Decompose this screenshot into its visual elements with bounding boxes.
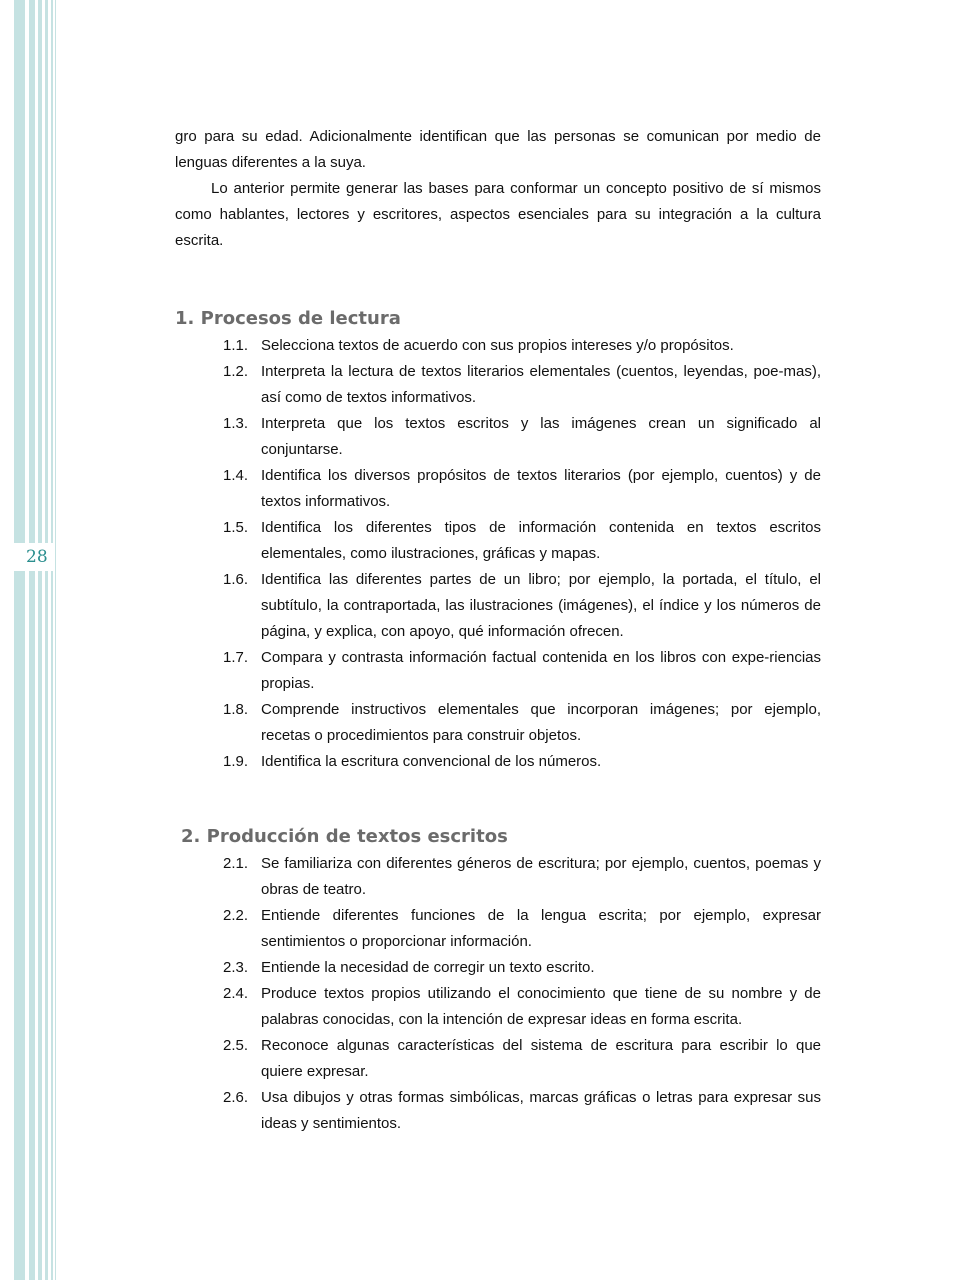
- decorative-stripes: [0, 0, 60, 1280]
- item-number: 2.5.: [223, 1037, 249, 1054]
- list-item: [175, 463, 821, 515]
- item-text: Compara y contrasta información factual contenida en los libros con expe-riencias propias.: [261, 649, 821, 692]
- list-item: [175, 567, 821, 645]
- item-number: 2.6.: [223, 1089, 249, 1106]
- item-number: 1.8.: [223, 701, 249, 718]
- item-text: Selecciona textos de acuerdo con sus propios intereses y/o propósitos.: [261, 337, 734, 354]
- list-item: [175, 645, 821, 697]
- section-title-produccion-textos: 2. Producción de textos escritos: [181, 826, 508, 847]
- section-title-procesos-lectura: 1. Procesos de lectura: [175, 308, 401, 329]
- item-text: Entiende diferentes funciones de la lengua escrita; por ejemplo, expresar sentimientos o proporcionar información.: [261, 907, 821, 950]
- list-item: [175, 1033, 821, 1085]
- item-text: Identifica las diferentes partes de un libro; por ejemplo, la portada, el título, el subtítulo, la contraportada, las ilustraciones (imágenes), el índice y los números de página, y explica, con apoyo, qué información ofrecen.: [261, 571, 821, 640]
- item-text: Interpreta la lectura de textos literarios elementales (cuentos, leyendas, poe-mas), así como de textos informativos.: [261, 363, 821, 406]
- page-content: [175, 124, 821, 1137]
- list-item: [175, 749, 821, 775]
- item-text: Reconoce algunas características del sistema de escritura para escribir lo que quiere expresar.: [261, 1037, 821, 1080]
- item-text: Identifica la escritura convencional de los números.: [261, 753, 602, 770]
- item-number: 2.2.: [223, 907, 249, 924]
- item-number: 1.6.: [223, 571, 249, 588]
- item-number: 1.1.: [223, 337, 249, 354]
- list-item: [175, 333, 821, 359]
- list-item: [175, 411, 821, 463]
- page-number: 28: [14, 543, 54, 571]
- item-text: Usa dibujos y otras formas simbólicas, marcas gráficas o letras para expresar sus ideas y sentimientos.: [261, 1089, 821, 1132]
- item-number: 1.9.: [223, 753, 249, 770]
- item-number: 1.2.: [223, 363, 249, 380]
- item-number: 2.4.: [223, 985, 249, 1002]
- intro-paragraph-1: gro para su edad. Adicionalmente identifican que las personas se comunican por medio de lenguas diferentes a la suya.: [175, 128, 821, 171]
- item-text: Se familiariza con diferentes géneros de escritura; por ejemplo, cuentos, poemas y obras de teatro.: [261, 855, 821, 898]
- item-number: 1.7.: [223, 649, 249, 666]
- item-text: Identifica los diferentes tipos de información contenida en textos escritos elementales, como ilustraciones, gráficas y mapas.: [261, 519, 821, 562]
- list-item: [175, 903, 821, 955]
- item-text: Entiende la necesidad de corregir un texto escrito.: [261, 959, 595, 976]
- list-item: [175, 981, 821, 1033]
- item-text: Interpreta que los textos escritos y las imágenes crean un significado al conjuntarse.: [261, 415, 821, 458]
- list-item: [175, 515, 821, 567]
- item-number: 1.5.: [223, 519, 249, 536]
- section2-list: [175, 851, 821, 1137]
- list-item: [175, 1085, 821, 1137]
- list-item: [175, 359, 821, 411]
- list-item: [175, 697, 821, 749]
- list-item: [175, 955, 821, 981]
- section1-list: [175, 333, 821, 775]
- list-item: [175, 851, 821, 903]
- item-number: 1.4.: [223, 467, 249, 484]
- item-number: 1.3.: [223, 415, 249, 432]
- item-number: 2.3.: [223, 959, 249, 976]
- item-number: 2.1.: [223, 855, 249, 872]
- item-text: Comprende instructivos elementales que incorporan imágenes; por ejemplo, recetas o procedimientos para construir objetos.: [261, 701, 821, 744]
- item-text: Produce textos propios utilizando el conocimiento que tiene de su nombre y de palabras conocidas, con la intención de expresar ideas en forma escrita.: [261, 985, 821, 1028]
- intro-paragraph-2: Lo anterior permite generar las bases para conformar un concepto positivo de sí mismos como hablantes, lectores y escritores, aspectos esenciales para su integración a la cultura escrita.: [175, 180, 821, 249]
- item-text: Identifica los diversos propósitos de textos literarios (por ejemplo, cuentos) y de textos informativos.: [261, 467, 821, 510]
